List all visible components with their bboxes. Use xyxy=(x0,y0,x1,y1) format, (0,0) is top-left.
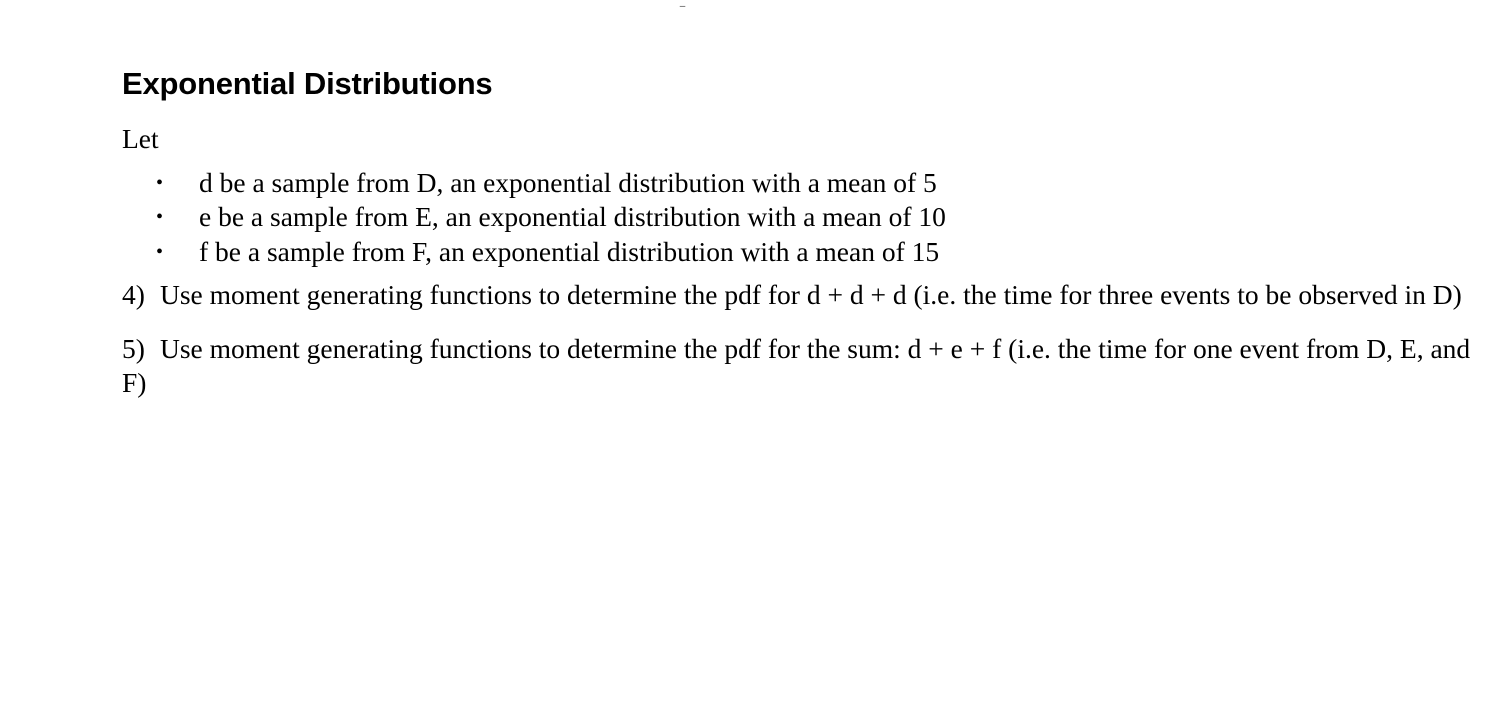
list-item-text: d be a sample from D, an exponential distribution with a mean of 5 xyxy=(199,166,937,198)
question-5 xyxy=(122,332,1482,401)
question-4 xyxy=(122,278,1482,313)
bullet-icon: • xyxy=(156,240,164,263)
bullet-list xyxy=(122,166,1482,270)
document-body xyxy=(122,64,1482,401)
question-number: 4) xyxy=(122,279,145,310)
page-title: Exponential Distributions xyxy=(122,66,493,101)
list-item-text: f be a sample from F, an exponential distribution with a mean of 15 xyxy=(199,235,940,267)
list-item-text: e be a sample from E, an exponential distribution with a mean of 10 xyxy=(199,201,946,232)
question-text: Use moment generating functions to determine the pdf for the sum: d + e + f (i.e. the time for one event from D, E, and F) xyxy=(122,332,1471,398)
bullet-icon: • xyxy=(156,171,164,194)
bullet-icon: • xyxy=(156,206,164,228)
question-number: 5) xyxy=(122,332,145,364)
page-top-mark: – xyxy=(679,1,686,12)
list-item xyxy=(122,200,1482,235)
list-item xyxy=(122,166,1482,201)
question-text: Use moment generating functions to determine the pdf for d + d + d (i.e. the time for three events to be observed in D) xyxy=(160,279,1462,310)
intro-text: Let xyxy=(122,123,159,154)
list-item xyxy=(122,235,1482,270)
